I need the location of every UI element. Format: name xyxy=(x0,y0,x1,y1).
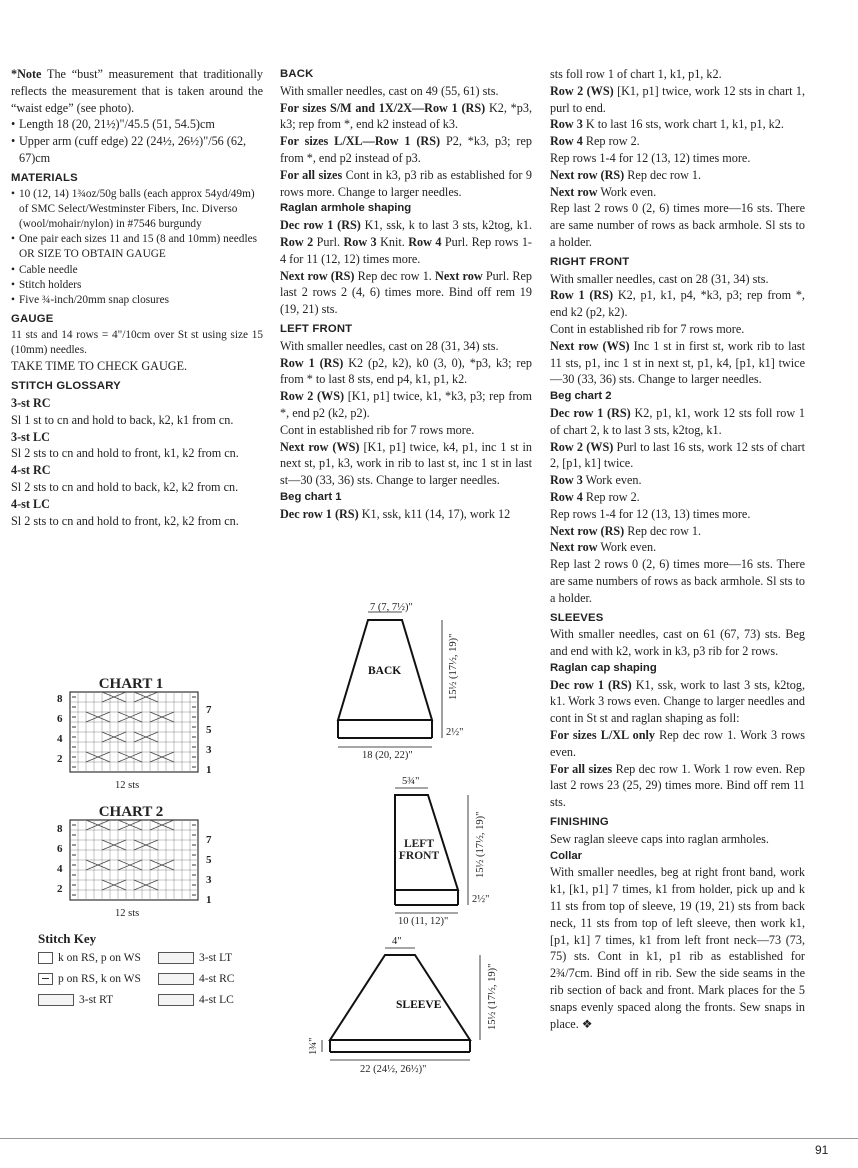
row-label: 7 xyxy=(206,704,212,716)
glossary-term: 3-st RC xyxy=(11,396,51,410)
sleeve-top-dimension: 4" xyxy=(392,936,402,947)
chart-1-grid xyxy=(40,690,215,774)
beg-chart-1-instructions: Dec row 1 (RS) K1, ssk, k11 (14, 17), work 12 xyxy=(280,506,511,521)
row-label: 1 xyxy=(206,764,212,776)
glossary-def: Sl 2 sts to cn and hold to front, k2, k2 from cn. xyxy=(11,513,239,528)
back-instructions: With smaller needles, cast on 49 (55, 61) sts. For sizes S/M and 1X/2X—Row 1 (RS) K2, *p3, k3; rep from *, end k2 instead of k3. For sizes L/XL—Row 1 (RS) P2, *k3, p3; rep from *, end p2 instead of p3. For all sizes Cont in k3, p3 rib as established for 9 rows more. Change to larger needles. xyxy=(280,83,532,199)
chart-1-stitches: 12 sts xyxy=(115,780,140,791)
glossary-heading: STITCH GLOSSARY xyxy=(11,380,121,393)
gauge-heading: GAUGE xyxy=(11,313,54,326)
beg-chart-2-heading: Beg chart 2 xyxy=(550,390,612,403)
key-item: 4-st RC xyxy=(158,973,234,985)
back-heading: BACK xyxy=(280,68,314,80)
finishing-heading: FINISHING xyxy=(550,816,609,829)
chart-2-stitches: 12 sts xyxy=(115,908,140,919)
row-label: 4 xyxy=(57,733,63,745)
glossary-def: Sl 1 st to cn and hold to back, k2, k1 from cn. xyxy=(11,412,234,427)
material-item: • Five ¾-inch/20mm snap closures xyxy=(11,293,263,308)
rt-cable-icon xyxy=(38,994,74,1006)
raglan-heading: Raglan armhole shaping xyxy=(280,202,412,215)
lc-cable-icon xyxy=(158,994,194,1006)
back-side-dimension: 15½ (17½, 19)" xyxy=(448,633,459,700)
key-item: k on RS, p on WS xyxy=(38,952,141,964)
glossary-term: 3-st LC xyxy=(11,429,50,444)
stitch-key-title: Stitch Key xyxy=(38,931,97,946)
chart-1-continued: sts foll row 1 of chart 1, k1, p1, k2. Row 2 (WS) [K1, p1] twice, work 12 sts in chart 1, purl to end. Row 3 K to last 16 sts, work chart 1, k1, p1, k2. Row 4 Rep row 2. Rep rows 1-4 for 12 (13, 12) times more. Next row (RS) Rep dec row 1. Next row Work even. Rep last 2 rows 0 (2, 6) times more—16 sts. There are same number of rows as back armhole. Sl sts to a holder. xyxy=(550,67,805,249)
beg-chart-1-heading: Beg chart 1 xyxy=(280,490,342,503)
row-label: 4 xyxy=(57,863,63,875)
gauge-text: 11 sts and 14 rows = 4"/10cm over St st using size 15 (10mm) needles. xyxy=(11,329,263,357)
materials-heading: MATERIALS xyxy=(11,171,78,184)
glossary-term: 4-st LC xyxy=(11,496,50,511)
row-label: 2 xyxy=(57,753,63,765)
back-label: BACK xyxy=(368,665,402,677)
sleeve-rib-dimension: 1¾" xyxy=(308,1037,319,1055)
front-side-dimension: 15½ (17½, 19)" xyxy=(475,811,486,878)
chart-2-grid xyxy=(40,818,215,904)
row-label: 2 xyxy=(57,883,63,895)
knit-square-icon xyxy=(38,952,53,964)
key-item: 3-st RT xyxy=(38,994,113,1006)
back-top-dimension: 7 (7, 7½)" xyxy=(370,602,413,613)
collar-instructions: With smaller needles, beg at right front band, work k1, [k1, p1] 7 times, k1 from holder, pick up and k 11 sts from top of sleeve, 19 (19, 21) sts from back neck, 11 sts from top of left sleeve, then work k1, [p1, k1] 7 times, k1 from left front neck—73 (73, 75) sts. Cont in k1, p1 rib as established for 2¾/7cm. Bind off in rib. Sew the side seams in the rib section of back and front. Mark places for the 5 snaps evenly spaced along the fronts. Sew snaps in place. ❖ xyxy=(550,865,805,1031)
front-top-dimension: 5¾" xyxy=(402,776,420,787)
gauge-check: TAKE TIME TO CHECK GAUGE. xyxy=(11,359,188,374)
back-bottom-dimension: 18 (20, 22)" xyxy=(362,750,413,761)
length-measure: • Length 18 (20, 21½)"/45.5 (51, 54.5)cm xyxy=(11,116,263,133)
materials-list xyxy=(11,187,263,309)
sleeve-schematic-shape xyxy=(330,955,470,1040)
left-front-instructions: With smaller needles, cast on 28 (31, 34) sts. Row 1 (RS) K2 (p2, k2), k0 (3, 0), *p3, k3; rep from * to last 8 sts, end p4, k1, p1, k2. Row 2 (WS) [K1, p1] twice, k1, *k3, p3; rep from *, end p2 (k2, p2). Cont in established rib for 7 rows more. Next row (WS) [K1, p1] twice, k4, p1, inc 1 st in next st, p1, k3, work in rib to last st, inc 1 st in last st—30 (33, 36) sts. Change to larger needles. xyxy=(280,338,533,488)
raglan-cap-instructions: Dec row 1 (RS) K1, ssk, work to last 3 sts, k2tog, k1. Work 3 rows even. Change to larger needles and cont in St st and raglan shaping as foll: For sizes L/XL only Rep dec row 1. Work 3 rows even. For all sizes Rep dec row 1. Work 1 row even. Rep last 2 rows 23 (25, 29) times more. Bind off rem 11 sts. xyxy=(550,677,806,810)
lt-cable-icon xyxy=(158,952,194,964)
note: *Note The “bust” measurement that traditionally reflects the measurement that is taken around the “waist edge” (see photo). xyxy=(11,67,263,115)
sleeve-bottom-dimension: 22 (24½, 26½)" xyxy=(360,1064,427,1075)
material-item: • One pair each sizes 11 and 15 (8 and 10mm) needles OR SIZE TO OBTAIN GAUGE xyxy=(11,232,263,262)
right-front-instructions: With smaller needles, cast on 28 (31, 34) sts. Row 1 (RS) K2, p1, k1, p4, *k3, p3; rep from *, end k2 (p2, k2). Cont in established rib for 7 rows more. Next row (WS) Inc 1 st in first st, work rib to last 11 sts, p1, inc 1 st in next st, p1, k4, [p1, k1] twice—30 (33, 36) sts. Change to larger needles. xyxy=(550,271,806,387)
beg-chart-2-instructions: Dec row 1 (RS) K2, p1, k1, work 12 sts foll row 1 of chart 2, k to last 3 sts, k2tog, k1. Row 2 (WS) Purl to last 16 sts, work 12 sts of chart 2, [p1, k1] twice. Row 3 Work even. Row 4 Rep row 2. Rep rows 1-4 for 12 (13, 13) times more. Next row (RS) Rep dec row 1. Next row Work even. Rep last 2 rows 0 (2, 6) times more—16 sts. There are same numbers of rows as back armhole. Sl sts to a holder. xyxy=(550,405,805,605)
chart-1-title: CHART 1 xyxy=(98,676,164,692)
key-item: p on RS, k on WS xyxy=(38,973,141,985)
material-item: • 10 (12, 14) 1¾oz/50g balls (each approx 54yd/49m) of SMC Select/Westminster Fibers, Inc. Diverso (wool/mohair/nylon) in #7546 burgundy xyxy=(11,187,263,233)
material-item: • Cable needle xyxy=(11,263,263,278)
row-label: 6 xyxy=(57,713,63,725)
row-label: 5 xyxy=(206,724,212,736)
row-label: 6 xyxy=(57,843,63,855)
measurements-list xyxy=(11,116,263,166)
finishing-instructions: Sew raglan sleeve caps into raglan armholes. xyxy=(550,831,769,846)
row-label: 8 xyxy=(57,823,63,835)
row-label: 3 xyxy=(206,744,212,756)
material-item: • Stitch holders xyxy=(11,278,263,293)
key-item: 3-st LT xyxy=(158,952,232,964)
chart-2-title: CHART 2 xyxy=(98,804,164,820)
rc-cable-icon xyxy=(158,973,194,985)
front-bottom-dimension: 10 (11, 12)" xyxy=(398,916,449,927)
right-front-heading: RIGHT FRONT xyxy=(550,255,630,268)
upper-arm-measure: • Upper arm (cuff edge) 22 (24½, 26½)"/56 (62, 67)cm xyxy=(11,133,263,167)
row-label: 1 xyxy=(206,894,212,906)
front-rib-dimension: 2½" xyxy=(472,894,490,905)
sleeves-heading: SLEEVES xyxy=(550,611,604,624)
glossary-def: Sl 2 sts to cn and hold to back, k2, k2 from cn. xyxy=(11,479,239,494)
row-label: 3 xyxy=(206,874,212,886)
column-2 xyxy=(280,66,532,523)
sleeves-instructions: With smaller needles, cast on 61 (67, 73) sts. Beg and end with k2, work in k3, p3 rib for 2 rows. xyxy=(550,627,805,659)
left-front-heading: LEFT FRONT xyxy=(280,322,353,335)
sleeve-label: SLEEVE xyxy=(396,999,442,1011)
footer-rule xyxy=(0,1138,858,1139)
raglan-cap-heading: Raglan cap shaping xyxy=(550,661,657,674)
raglan-instructions: Dec row 1 (RS) K1, ssk, k to last 3 sts, k2tog, k1. Row 2 Purl. Row 3 Knit. Row 4 Purl. Rep rows 1-4 for 11 (12, 12) times more. Next row (RS) Rep dec row 1. Next row Purl. Rep last 2 rows 2 (4, 6) times more. Bind off rem 19 (19, 21) sts. xyxy=(280,218,532,317)
key-item: 4-st LC xyxy=(158,994,234,1006)
column-3 xyxy=(550,66,805,1032)
glossary-term: 4-st RC xyxy=(11,463,51,478)
column-1 xyxy=(11,66,263,529)
sleeve-side-dimension: 15½ (17½, 19)" xyxy=(487,963,498,1030)
back-rib-dimension: 2½" xyxy=(446,727,464,738)
collar-heading: Collar xyxy=(550,849,583,862)
front-label: LEFT FRONT xyxy=(398,838,440,862)
row-label: 5 xyxy=(206,854,212,866)
row-label: 7 xyxy=(206,834,212,846)
page-number: 91 xyxy=(815,1143,829,1157)
row-label: 8 xyxy=(57,693,63,705)
glossary-def: Sl 2 sts to cn and hold to front, k1, k2 from cn. xyxy=(11,446,239,461)
purl-square-icon xyxy=(38,973,53,985)
